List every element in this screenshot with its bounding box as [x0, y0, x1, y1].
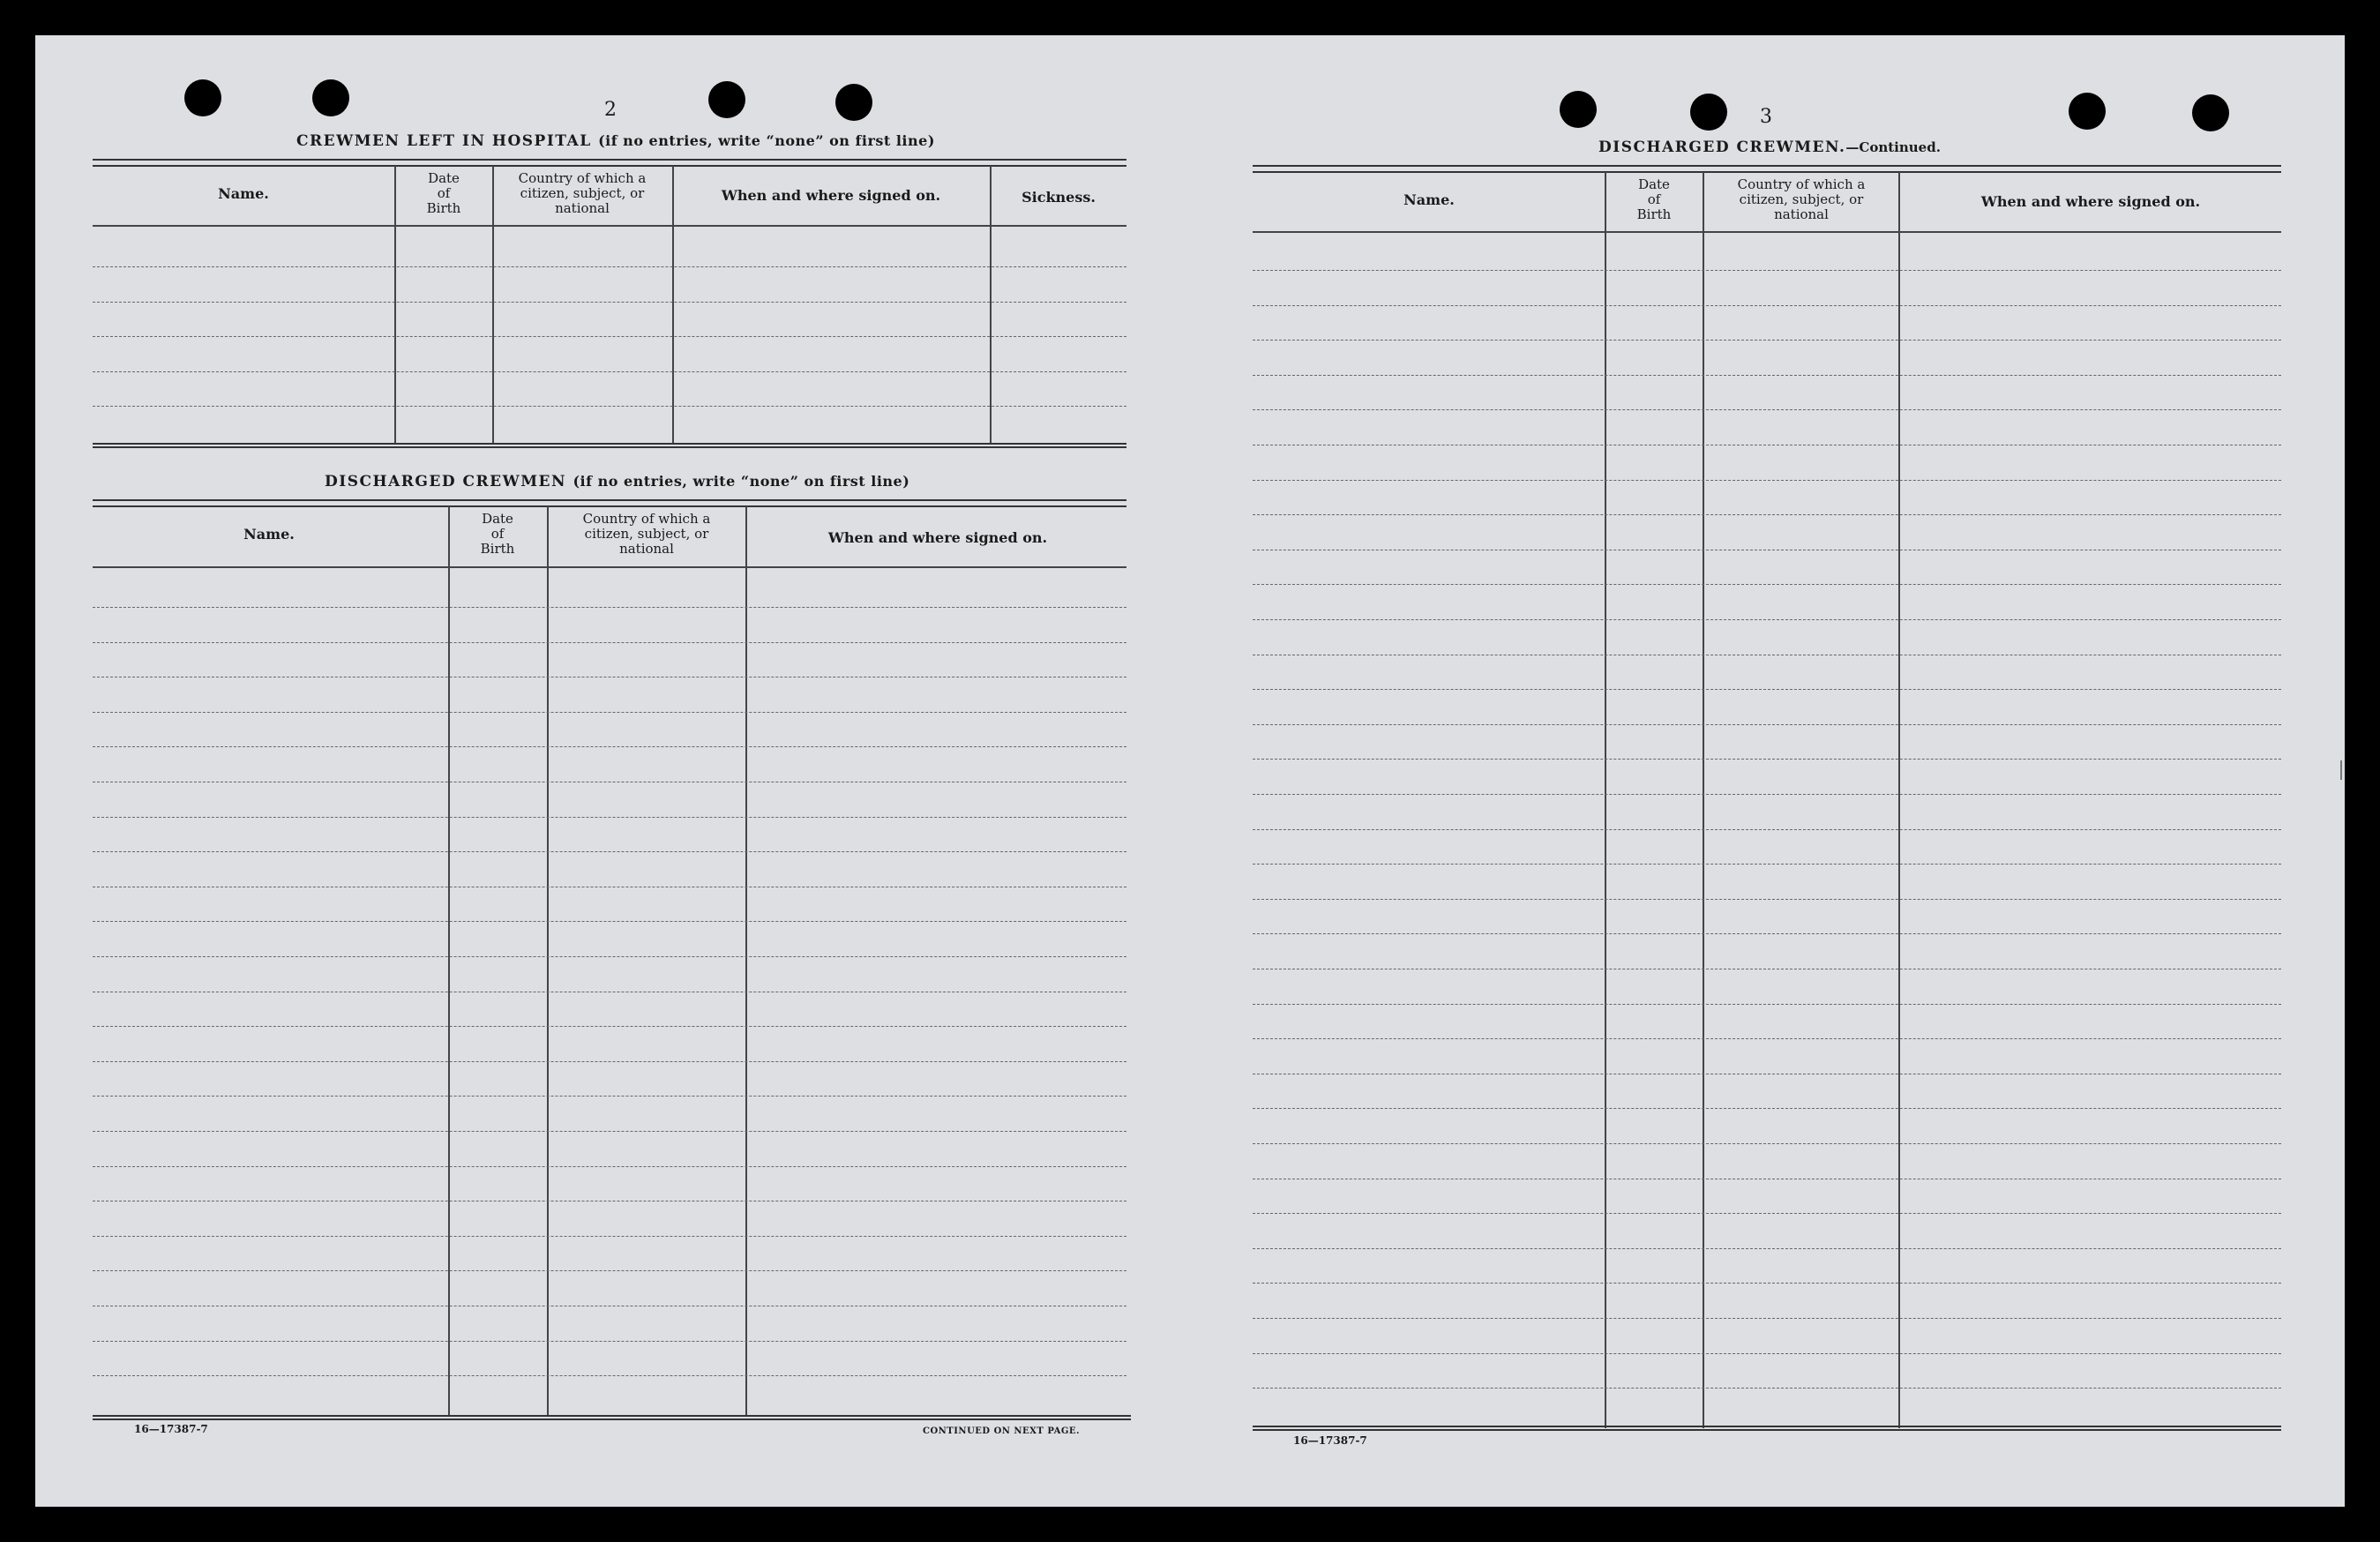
blank-entry-line[interactable] [93, 642, 1126, 643]
punch-hole [835, 84, 872, 121]
blank-entry-line[interactable] [1253, 794, 2281, 795]
column-divider [672, 166, 674, 445]
blank-entry-line[interactable] [93, 851, 1126, 852]
blank-entry-line[interactable] [93, 607, 1126, 608]
column-divider [547, 506, 549, 1417]
blank-entry-line[interactable] [93, 1131, 1126, 1132]
blank-entry-line[interactable] [93, 1270, 1126, 1271]
blank-entry-line[interactable] [93, 406, 1126, 407]
blank-entry-line[interactable] [1253, 1213, 2281, 1214]
blank-entry-line[interactable] [93, 336, 1126, 337]
punch-hole [1690, 94, 1727, 131]
discharged-section-title [325, 473, 909, 490]
hospital-title-text: CREWMEN LEFT IN HOSPITAL [296, 132, 592, 150]
blank-entry-line[interactable] [1253, 270, 2281, 271]
table-bottom-rule [93, 1415, 1131, 1420]
discharged-title-note: (if no entries, write “none” on first line) [573, 473, 910, 490]
blank-entry-line[interactable] [1253, 1038, 2281, 1039]
blank-entry-line[interactable] [1253, 759, 2281, 760]
column-header-signed: When and where signed on. [721, 187, 941, 204]
column-header-sickness: Sickness. [1022, 189, 1096, 206]
discharged-continued-title [1598, 138, 1941, 156]
blank-entry-line[interactable] [1253, 933, 2281, 934]
hospital-title-note: (if no entries, write “none” on first line) [598, 132, 935, 149]
header-underline [93, 566, 1126, 568]
blank-entry-line[interactable] [1253, 724, 2281, 725]
column-divider [394, 166, 396, 445]
column-divider [1703, 172, 1704, 1428]
blank-entry-line[interactable] [93, 712, 1126, 713]
blank-entry-line[interactable] [93, 1375, 1126, 1376]
blank-entry-line[interactable] [93, 1026, 1126, 1027]
document-page [35, 35, 2345, 1507]
discharged-continued-title-text: DISCHARGED CREWMEN. [1598, 138, 1846, 156]
form-number: 16—17387-7 [1293, 1434, 1367, 1447]
blank-entry-line[interactable] [1253, 1388, 2281, 1389]
column-divider [745, 506, 747, 1417]
form-number: 16—17387-7 [134, 1423, 208, 1435]
column-divider [990, 166, 992, 445]
blank-entry-line[interactable] [1253, 305, 2281, 306]
column-header-country: Country of which a citizen, subject, or national [518, 170, 647, 216]
column-header-dob: Date of Birth [480, 511, 515, 557]
punch-hole [708, 81, 745, 118]
blank-entry-line[interactable] [1253, 584, 2281, 585]
column-divider [492, 166, 494, 445]
punch-hole [312, 79, 349, 116]
blank-entry-line[interactable] [93, 921, 1126, 922]
column-header-signed: When and where signed on. [1980, 193, 2201, 210]
page-number: 3 [1760, 106, 1772, 128]
table-top-rule [1253, 165, 2281, 173]
punch-hole [1560, 91, 1597, 128]
column-header-country: Country of which a citizen, subject, or national [582, 511, 711, 557]
continued-suffix: —Continued. [1845, 139, 1941, 155]
blank-entry-line[interactable] [93, 1166, 1126, 1167]
blank-entry-line[interactable] [1253, 375, 2281, 376]
table-bottom-rule [93, 443, 1126, 448]
blank-entry-line[interactable] [1253, 480, 2281, 481]
blank-entry-line[interactable] [93, 302, 1126, 303]
column-divider [448, 506, 450, 1417]
blank-entry-line[interactable] [1253, 689, 2281, 690]
punch-hole [184, 79, 221, 116]
table-top-rule [93, 159, 1126, 167]
column-header-name: Name. [243, 526, 295, 543]
blank-entry-line[interactable] [1253, 864, 2281, 865]
column-header-dob: Date of Birth [426, 170, 461, 216]
blank-entry-line[interactable] [1253, 1248, 2281, 1249]
blank-entry-line[interactable] [1253, 340, 2281, 341]
header-underline [93, 225, 1126, 227]
column-header-dob: Date of Birth [1636, 176, 1672, 222]
column-divider [1898, 172, 1900, 1428]
blank-entry-line[interactable] [93, 266, 1126, 267]
blank-entry-line[interactable] [1253, 1143, 2281, 1144]
blank-entry-line[interactable] [93, 1061, 1126, 1062]
column-header-name: Name. [218, 185, 269, 202]
blank-entry-line[interactable] [1253, 1353, 2281, 1354]
blank-entry-line[interactable] [1253, 899, 2281, 900]
discharged-title-text: DISCHARGED CREWMEN [325, 473, 567, 490]
blank-entry-line[interactable] [1253, 1108, 2281, 1109]
blank-entry-line[interactable] [93, 1096, 1126, 1097]
column-header-signed: When and where signed on. [827, 529, 1048, 546]
column-header-country: Country of which a citizen, subject, or national [1737, 176, 1866, 222]
punch-hole [2192, 94, 2229, 131]
blank-entry-line[interactable] [1253, 409, 2281, 410]
continued-note: CONTINUED ON NEXT PAGE. [923, 1426, 1081, 1436]
table-bottom-rule [1253, 1426, 2281, 1431]
column-divider [1605, 172, 1606, 1428]
page-number: 2 [604, 99, 617, 121]
page-edge-mark [2340, 760, 2342, 780]
blank-entry-line[interactable] [93, 1236, 1126, 1237]
blank-entry-line[interactable] [1253, 1283, 2281, 1284]
punch-hole [2069, 93, 2106, 130]
blank-entry-line[interactable] [93, 746, 1126, 747]
blank-entry-line[interactable] [1253, 1318, 2281, 1319]
table-top-rule [93, 499, 1126, 507]
blank-entry-line[interactable] [1253, 619, 2281, 620]
blank-entry-line[interactable] [93, 1341, 1126, 1342]
blank-entry-line[interactable] [1253, 829, 2281, 830]
blank-entry-line[interactable] [1253, 514, 2281, 515]
hospital-section-title [296, 132, 935, 150]
column-header-name: Name. [1403, 191, 1455, 208]
blank-entry-line[interactable] [93, 817, 1126, 818]
blank-entry-line[interactable] [1253, 1004, 2281, 1005]
blank-entry-line[interactable] [93, 371, 1126, 372]
header-underline [1253, 231, 2281, 233]
blank-entry-line[interactable] [93, 956, 1126, 957]
